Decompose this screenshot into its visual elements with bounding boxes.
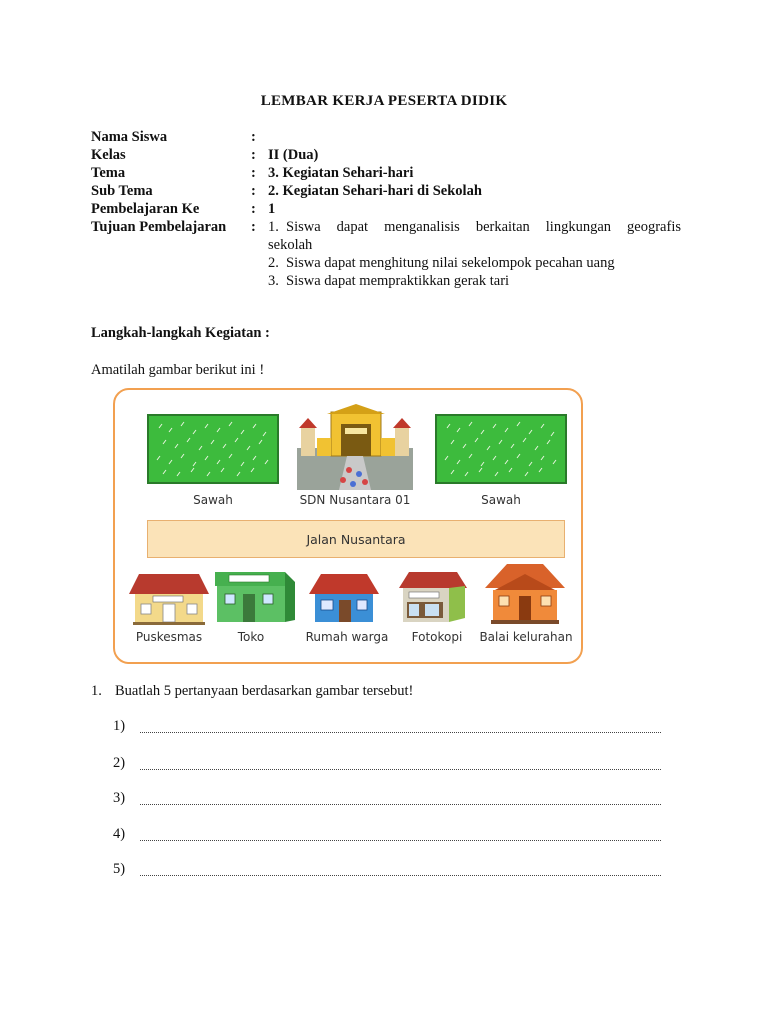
tema-label: Tema [91, 165, 126, 181]
tema-value: 3. Kegiatan Sehari-hari [268, 165, 414, 181]
info-row-kelas: Kelas : II (Dua) [91, 146, 681, 164]
question-1: 1. Buatlah 5 pertanyaan berdasarkan gambar tersebut! [91, 683, 414, 699]
dotted-answer-field[interactable] [140, 757, 661, 770]
caption-balai-kelurahan: Balai kelurahan [479, 630, 573, 644]
answer-line[interactable]: 3) [113, 790, 661, 807]
worksheet-title: LEMBAR KERJA PESERTA DIDIK [260, 93, 508, 109]
caption-toko: Toko [237, 630, 265, 644]
answer-line[interactable]: 1) [113, 718, 661, 735]
caption-rumah-warga: Rumah warga [305, 630, 389, 644]
kelas-label: Kelas [91, 147, 126, 163]
rice-field-left-image [147, 414, 279, 484]
goal-item: 3. Siswa dapat mempraktikkan gerak tari [268, 273, 510, 289]
dotted-answer-field[interactable] [140, 792, 661, 805]
answer-line[interactable]: 4) [113, 826, 661, 843]
school-image [297, 404, 413, 490]
road-jalan-nusantara: Jalan Nusantara [147, 520, 565, 558]
rice-field-right-image [435, 414, 567, 484]
goal-item-continued: sekolah [268, 237, 313, 253]
goals-list [268, 218, 681, 290]
caption-puskesmas: Puskesmas [135, 630, 203, 644]
info-row-nama: Nama Siswa : [91, 128, 681, 146]
tujuan-label: Tujuan Pembelajaran [91, 219, 227, 235]
caption-sawah-left: Sawah [193, 493, 233, 507]
info-row-tujuan: Tujuan Pembelajaran : 1. Siswa dapat menganalisis berkaitan lingkungan geografis sekolah 2. Siswa dapat menghitung nilai sekelompok pecahan uang 3. Siswa dapat mempraktikkan gerak tari [91, 219, 681, 289]
dotted-answer-field[interactable] [140, 863, 661, 876]
info-row-tema: Tema : 3. Kegiatan Sehari-hari [91, 164, 681, 182]
nama-value[interactable] [268, 128, 681, 146]
neighborhood-map-figure [113, 388, 583, 664]
subtema-value: 2. Kegiatan Sehari-hari di Sekolah [268, 183, 482, 199]
instruction-text: Amatilah gambar berikut ini ! [91, 362, 265, 378]
dotted-answer-field[interactable] [140, 720, 661, 733]
answer-line[interactable]: 5) [113, 861, 661, 878]
rumah-warga-building-image [307, 572, 381, 624]
dotted-answer-field[interactable] [140, 828, 661, 841]
info-row-subtema: Sub Tema : 2. Kegiatan Sehari-hari di Sekolah [91, 182, 681, 200]
subtema-label: Sub Tema [91, 183, 153, 199]
pembelajaran-value: 1 [268, 201, 276, 217]
caption-sawah-right: Sawah [481, 493, 521, 507]
caption-school: SDN Nusantara 01 [299, 493, 411, 507]
fotokopi-building-image [395, 570, 469, 626]
goal-item: 1. Siswa dapat menganalisis berkaitan lingkungan geografis [268, 219, 681, 235]
student-info [91, 128, 681, 290]
answer-line[interactable]: 2) [113, 755, 661, 772]
goal-item: 2. Siswa dapat menghitung nilai sekelompok pecahan uang [268, 255, 615, 271]
kelas-value: II (Dua) [268, 147, 319, 163]
pembelajaran-label: Pembelajaran Ke [91, 201, 200, 217]
toko-building-image [215, 572, 297, 624]
balai-kelurahan-building-image [485, 564, 565, 626]
caption-fotokopi: Fotokopi [411, 630, 463, 644]
question-text: Buatlah 5 pertanyaan berdasarkan gambar tersebut! [115, 683, 414, 699]
section-heading: Langkah-langkah Kegiatan : [91, 325, 270, 341]
info-row-pembelajaran: Pembelajaran Ke : 1 [91, 200, 681, 218]
nama-label: Nama Siswa [91, 129, 168, 145]
puskesmas-building-image [127, 570, 211, 626]
